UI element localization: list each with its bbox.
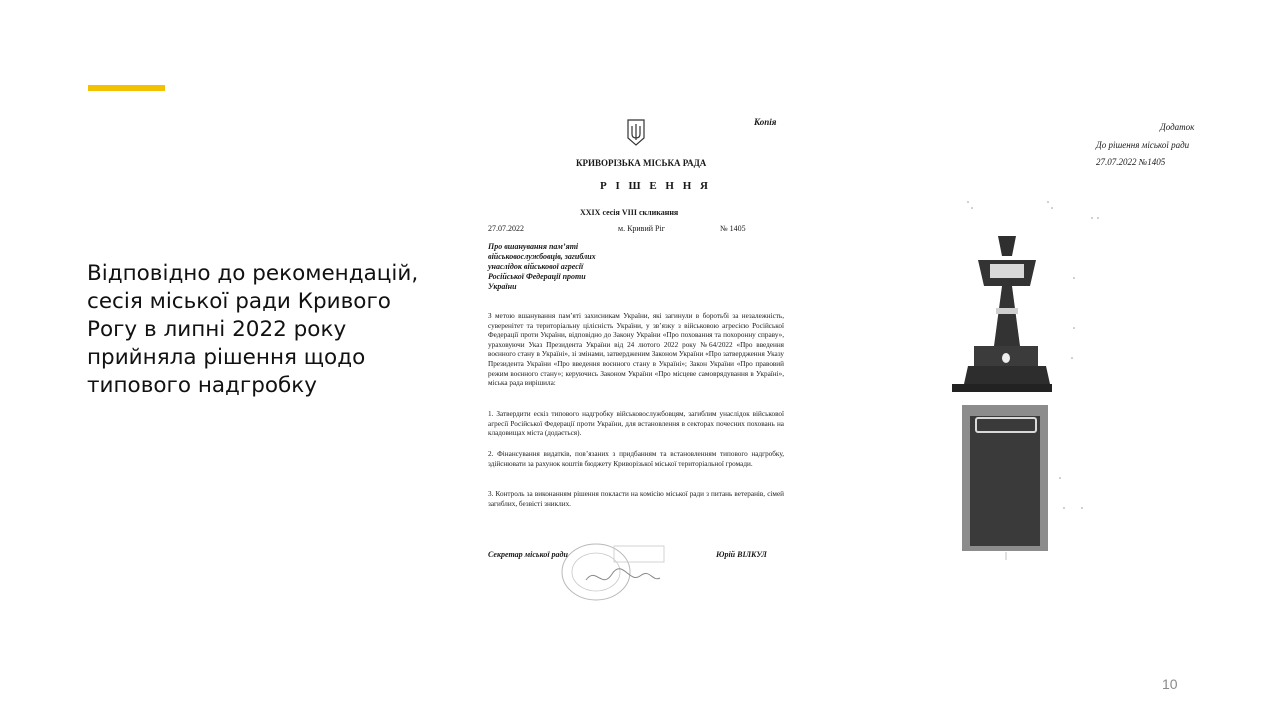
slide-main-text: Відповідно до рекомендацій, сесія міської ради Кривого Рогу в липні 2022 року прийняла рішення щодо типового надгробку <box>87 261 419 398</box>
seal-stamp-signature <box>556 532 666 602</box>
decision-title: Р І Ш Е Н Н Я <box>600 180 711 192</box>
decision-item-3: 3. Контроль за виконанням рішення покласти на комісію міської ради з питань ветеранів, сімей загиблих, безвісті зниклих. <box>488 490 784 508</box>
copy-mark: Копія <box>754 117 777 127</box>
appendix-reference: До рішення міської ради <box>1096 140 1190 150</box>
decision-date: 27.07.2022 <box>488 224 524 233</box>
appendix-label: Додаток <box>1160 122 1195 132</box>
session-line: XXIX сесія VIII скликання <box>580 208 679 217</box>
decision-item-2: 2. Фінансування видатків, пов’язаних з придбанням та встановленням типового надгробку, здійснювати за рахунок коштів бюджету Криворізької міської територіальної громади. <box>488 450 784 468</box>
decision-item-1: 1. Затвердити ескіз типового надгробку військовослужбовцям, загиблим унаслідок військової агресії Російської Федерації проти України, для встановлення в секторах почесних поховань на кладовищах міста (додається). <box>488 410 784 438</box>
decision-document-scan <box>476 112 796 602</box>
council-name: КРИВОРІЗЬКА МІСЬКА РАДА <box>576 158 707 168</box>
appendix-date: 27.07.2022 №1405 <box>1096 157 1166 167</box>
trident-crest-icon <box>626 118 646 146</box>
decision-subject: Про вшанування пам’яті військовослужбовців, загиблих унаслідок військової агресії Російської Федерації проти України <box>488 242 596 291</box>
decision-city: м. Кривий Ріг <box>618 224 665 233</box>
appendix-scan <box>940 118 1200 578</box>
secretary-title: Секретар міської ради <box>488 550 568 559</box>
slide-page-number: 10 <box>1162 676 1178 692</box>
decision-preamble: З метою вшанування пам’яті захисникам України, які загинули в боротьбі за незалежність, суверенітет та територіальну цілісність України, у зв’язку з військовою агресією Російської Федерації проти України, відповідно до Закону України «Про поховання та похоронну справу», ураховуючи Указ Президента України від 24 лютого 2022 року №64/2022 «Про введення воєнного стану в Україні», зі змінами, затвердженим Законом України «Про затвердження Указу Президента України «Про введення воєнного стану в Україні»; Закон України «Про правовий режим воєнного стану»; керуючись Законом України «Про місцеве самоврядування в Україні», міська рада вирішила: <box>488 312 784 388</box>
tombstone-drawing <box>940 178 1120 578</box>
secretary-name: Юрій ВІЛКУЛ <box>716 550 767 559</box>
accent-bar <box>88 85 165 91</box>
decision-number: № 1405 <box>720 224 746 233</box>
